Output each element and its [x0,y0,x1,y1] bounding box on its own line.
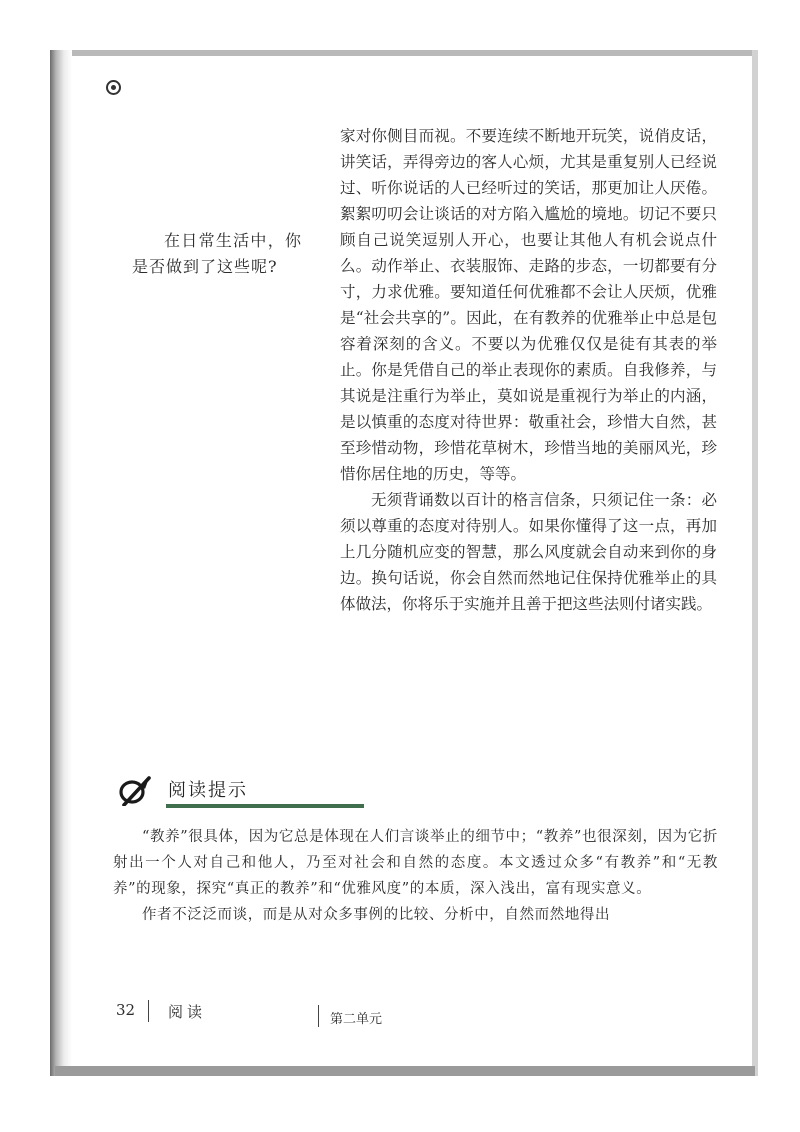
footer-unit: 第二单元 [330,1012,383,1027]
reading-tip-underline [166,804,364,808]
page-mark-icon [106,80,121,95]
footer-divider-2 [318,1005,319,1027]
footer-divider [148,1000,149,1022]
scan-left-edge [50,50,72,1076]
scan-right-edge [752,50,758,1076]
reading-tip-paragraph-1: “教养”很具体，因为它总是体现在人们言谈举止的细节中；“教养”也很深刻，因为它折射出一个人对自己和他人，乃至对社会和自然的态度。本文透过众多“有教养”和“无教养”的现象，探究“真正的教养”和“优雅风度”的本质，深入浅出，富有现实意义。 [113,829,718,897]
main-paragraph-1: 家对你侧目而视。不要连续不断地开玩笑，说俏皮话，讲笑话，弄得旁边的客人心烦，尤其是重复别人已经说过、听你说话的人已经听过的笑话，那更加让人厌倦。絮絮叨叨会让谈话的对方陷入尴尬的境地。切记不要只顾自己说笑逗别人开心，也要让其他人有机会说点什么。动作举止、衣装服饰、走路的步态，一切都要有分寸，力求优雅。要知道任何优雅都不会让人厌烦，优雅是“社会共享的”。因此，在有教养的优雅举止中总是包容着深刻的含义。不要以为优雅仅仅是徒有其表的举止。你是凭借自己的举止表现你的素质。自我修养，与其说是注重行为举止，莫如说是重视行为举止的内涵，是以慎重的态度对待世界：敬重社会，珍惜大自然，甚至珍惜动物，珍惜花草树木，珍惜当地的美丽风光，珍惜你居住地的历史，等等。 [340,127,717,483]
reading-tip-paragraph-2: 作者不泛泛而谈，而是从对众多事例的比较、分析中，自然而然地得出 [142,907,611,923]
footer-book-title: 阅读 [168,1003,207,1021]
reading-tip-body [113,824,718,928]
margin-note: 在日常生活中，你是否做到了这些呢? [132,231,302,276]
scan-top-edge [55,50,755,56]
reading-tip-header [116,774,416,810]
main-paragraph-2: 无须背诵数以百计的格言信条，只须记住一条：必须以尊重的态度对待别人。如果你懂得了这一点，再加上几分随机应变的智慧，那么风度就会自动来到你的身边。换句话说，你会自然而然地记住保持优雅举止的具体做法，你将乐于实施并且善于把这些法则付诸实践。 [340,491,717,613]
main-text [340,123,717,617]
page-number: 32 [116,1001,136,1019]
scan-bottom-edge [55,1066,755,1076]
pen-nib-icon [116,776,156,806]
reading-tip-title: 阅读提示 [168,780,248,801]
